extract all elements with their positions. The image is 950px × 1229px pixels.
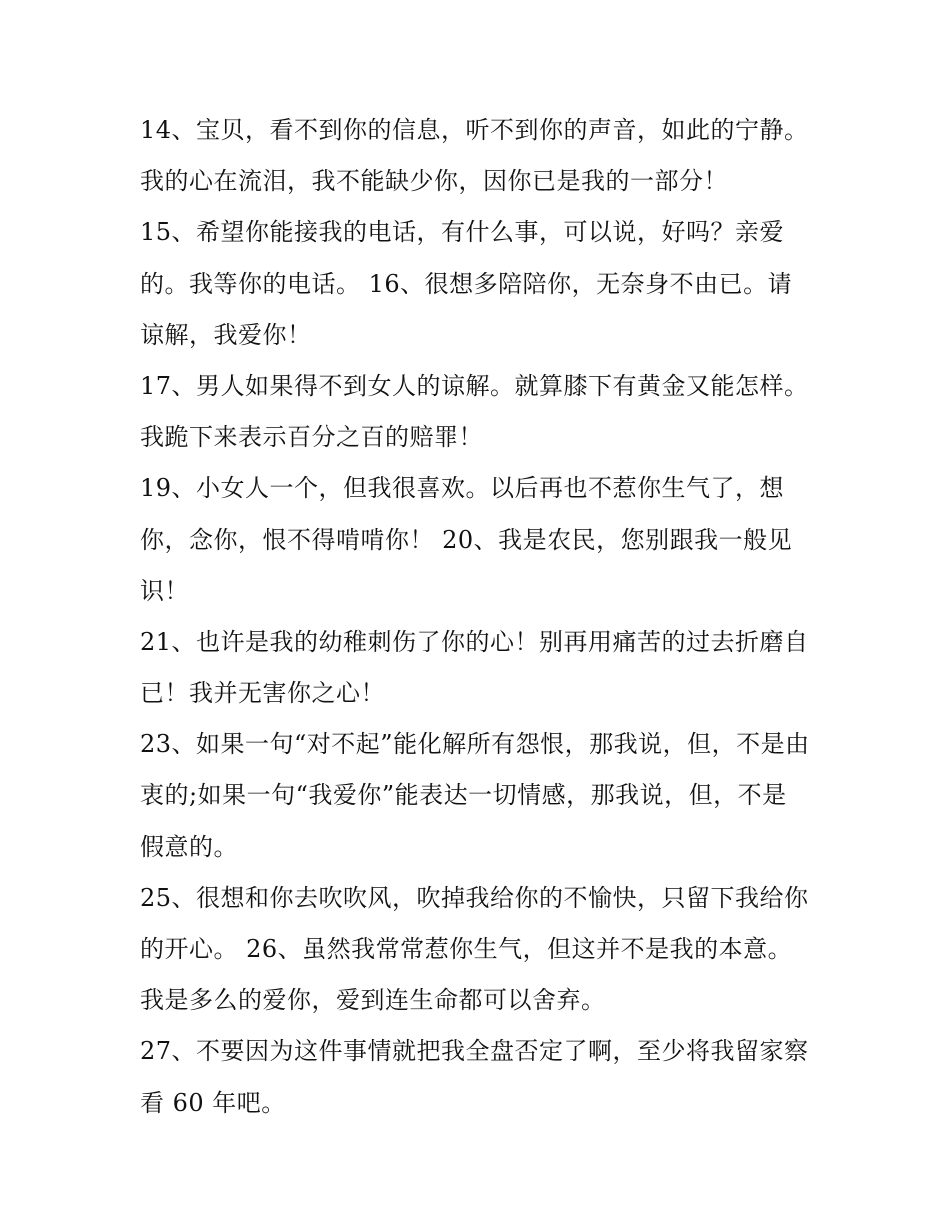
document-body <box>140 105 830 1129</box>
text-line: 衷的;如果一句“我爱你”能表达一切情感，那我说，但，不是 <box>140 781 787 810</box>
text-line: 17、男人如果得不到女人的谅解。就算膝下有黄金又能怎样。 <box>140 371 809 400</box>
text-line: 15、希望你能接我的电话，有什么事，可以说，好吗？亲爱 <box>140 218 785 247</box>
text-line: 已！我并无害你之心！ <box>140 679 385 708</box>
text-line: 看 60 年吧。 <box>140 1088 286 1117</box>
text-line: 假意的。 <box>140 832 238 861</box>
text-line: 23、如果一句“对不起”能化解所有怨恨，那我说，但，不是由 <box>140 730 810 759</box>
text-line: 谅解，我爱你！ <box>140 320 312 349</box>
text-line: 你，念你，恨不得啃啃你！ 20、我是农民，您别跟我一般见 <box>140 525 793 554</box>
text-line: 14、宝贝，看不到你的信息，听不到你的声音，如此的宁静。 <box>140 116 809 144</box>
text-line: 我的心在流泪，我不能缺少你，因你已是我的一部分！ <box>140 167 728 196</box>
text-line: 识！ <box>140 576 189 605</box>
text-line: 27、不要因为这件事情就把我全盘否定了啊，至少将我留家察 <box>140 1037 809 1066</box>
text-line: 我是多么的爱你，爱到连生命都可以舍弃。 <box>140 986 606 1015</box>
text-line: 19、小女人一个，但我很喜欢。以后再也不惹你生气了，想 <box>140 474 785 503</box>
text-line: 我跪下来表示百分之百的赔罪！ <box>140 423 483 452</box>
text-line: 21、也许是我的幼稚刺伤了你的心！别再用痛苦的过去折磨自 <box>140 627 809 656</box>
text-line: 的。我等你的电话。 16、很想多陪陪你，无奈身不由已。请 <box>140 269 793 298</box>
text-line: 25、很想和你去吹吹风，吹掉我给你的不愉快，只留下我给你 <box>140 883 809 912</box>
text-line: 的开心。 26、虽然我常常惹你生气，但这并不是我的本意。 <box>140 935 793 963</box>
